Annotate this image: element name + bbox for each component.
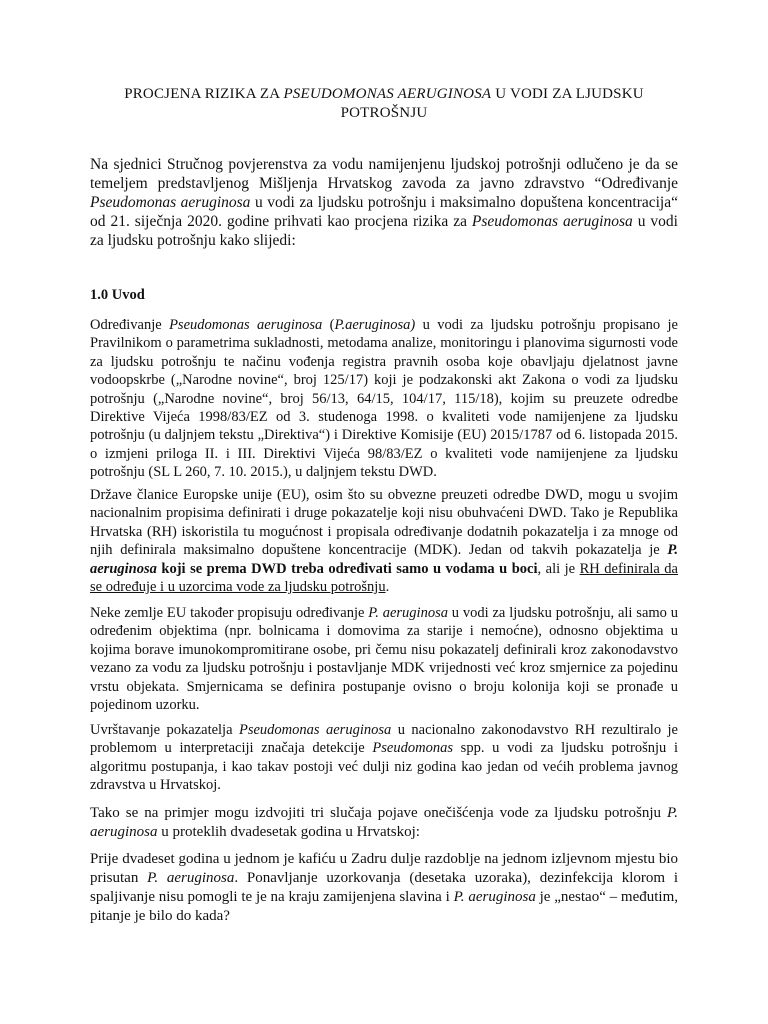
paragraph-text: Neke zemlje EU također propisuju određivanje xyxy=(90,605,369,621)
species-name: Pseudomonas aeruginosa xyxy=(90,194,251,211)
bold-text: koji se prema DWD treba određivati samo u vodama u boci xyxy=(156,560,538,577)
species-abbrev: P. aeruginosa xyxy=(147,870,235,886)
species-abbrev: P.aeruginosa) xyxy=(334,317,416,333)
paragraph-text: ( xyxy=(322,317,335,333)
paragraph-text: Tako se na primjer mogu izdvojiti tri slučaja pojave onečišćenja vode za ljudsku potrošnju xyxy=(90,805,668,821)
title-text: PROCJENA RIZIKA ZA xyxy=(124,86,284,102)
intro-text: u vodi za ljudsku potrošnju i maksimalno dopuštena koncentracija“ od 21. siječnja 2020. godine prihvati kao procjena rizika za xyxy=(90,194,679,230)
paragraph-5 xyxy=(90,804,678,842)
species-abbrev: P. aeruginosa xyxy=(90,805,678,840)
species-abbrev-bold: P. aeruginosa xyxy=(90,542,678,577)
paragraph-text: Uvrštavanje pokazatelja xyxy=(90,722,239,738)
underlined-text: RH definirala da se određuje i u uzorcima vode za ljudsku potrošnju xyxy=(90,560,678,596)
title-species: PSEUDOMONAS AERUGINOSA xyxy=(283,86,492,102)
paragraph-text: Države članice Europske unije (EU), osim što su obvezne preuzeti odredbe DWD, mogu u svojim nacionalnim propisima definirati i druge pokazatelje koji nisu obuhvaćeni DWD. Tako je Republika Hrvatska (RH) iskoristila tu mogućnost i propisala određivanje dodatnih pokazatelja i za mnoge od njih definirala maksimalno dopuštene koncentracije (MDK). Jedan od takvih pokazatelja je xyxy=(90,487,678,559)
paragraph-text: , ali je xyxy=(537,560,580,577)
section-heading: 1.0 Uvod xyxy=(90,287,145,303)
species-abbrev: P. aeruginosa xyxy=(368,605,448,621)
paragraph-text: Prije dvadeset godina u jednom je kafiću u Zadru dulje razdoblje na jednom izljevnom mjestu bio prisutan xyxy=(90,851,678,886)
paragraph-text: u vodi za ljudsku potrošnju propisano je Pravilnikom o parametrima sukladnosti, metodama analize, monitoringu i planovima sigurnosti vode za ljudsku potrošnju te načinu vođenja registra pravnih osoba koje obavljaju djelatnost javne vodoopskrbe („Narodne novine“, broj 125/17) koji je podzakonski akt Zakona o vodi za ljudsku potrošnju („Narodne novine“, broj 56/13, 64/15, 104/17, 115/18), kojim su preuzete odredbe Direktive Vijeća 1998/83/EZ od 3. studenoga 1998. o kvaliteti vode namijenjene za ljudsku potrošnju (u daljnjem tekstu „Direktiva“) i Direktive Komisije (EU) 2015/1787 od 6. listopada 2015. o izmjeni priloga II. i III. Direktivi Vijeća 98/83/EZ o kvaliteti vode namijenjene za ljudsku potrošnju (SL L 260, 7. 10. 2015.), u daljnjem tekstu DWD. xyxy=(90,317,678,481)
paragraph-text: Određivanje xyxy=(90,317,170,333)
paragraph-text: je „nestao“ – međutim, pitanje je bilo do kada? xyxy=(90,889,678,924)
paragraph-text: spp. u vodi za ljudsku potrošnju i algoritmu postupanja, i kao takav postoji već dulji niz godina kao jedan od većih problema javnog zdravstva u Hrvatskoj. xyxy=(90,740,678,794)
paragraph-1 xyxy=(90,316,678,482)
paragraph-4 xyxy=(90,721,678,795)
species-abbrev: P. aeruginosa xyxy=(453,889,536,905)
species-name: Pseudomonas aeruginosa xyxy=(471,213,633,230)
paragraph-2 xyxy=(90,486,678,596)
paragraph-text: u proteklih dvadesetak godina u Hrvatskoj: xyxy=(157,824,420,840)
paragraph-text: . xyxy=(385,579,390,596)
paragraph-text: u vodi za ljudsku potrošnju, ali samo u određenim objektima (npr. bolnicama i domovima za starije i nemoćne), odnosno objektima u kojima borave imunokompromitirane osobe, pri čemu nisu pokazatelj definirali kroz zakonodavstvo vezano za vodu za ljudsku potrošnju i postavljanje MDK vrijednosti već kroz smjernice za pojedinu vrstu objekata. Smjernicama se definira postupanje ovisno o broju kolonija koji se pronađe u pojedinom uzorku. xyxy=(90,605,678,714)
paragraph-6 xyxy=(90,850,678,926)
intro-text: u vodi za ljudsku potrošnju kako slijedi: xyxy=(90,213,678,249)
paragraph-text: u nacionalno zakonodavstvo RH rezultiralo je problemom u interpretaciji značaja detekcije xyxy=(90,722,678,757)
genus-name: Pseudomonas xyxy=(372,740,453,757)
paragraph-3 xyxy=(90,604,678,714)
intro-text: Na sjednici Stručnog povjerenstva za vodu namijenjenu ljudskoj potrošnji odlučeno je da se temeljem predstavljenog Mišljenja Hrvatskog zavoda za javno zdravstvo “Određivanje xyxy=(90,156,678,192)
species-name: Pseudomonas aeruginosa xyxy=(169,317,323,333)
intro-paragraph xyxy=(90,155,678,250)
paragraph-text: . Ponavljanje uzorkovanja (desetaka uzoraka), dezinfekcija klorom i spaljivanje nisu pomogli te je na kraju zamijenjena slavina i xyxy=(90,870,678,905)
title-text-end: U VODI ZA LJUDSKU POTROŠNJU xyxy=(340,86,644,121)
species-name: Pseudomonas aeruginosa xyxy=(238,722,392,738)
document-title xyxy=(90,85,678,123)
